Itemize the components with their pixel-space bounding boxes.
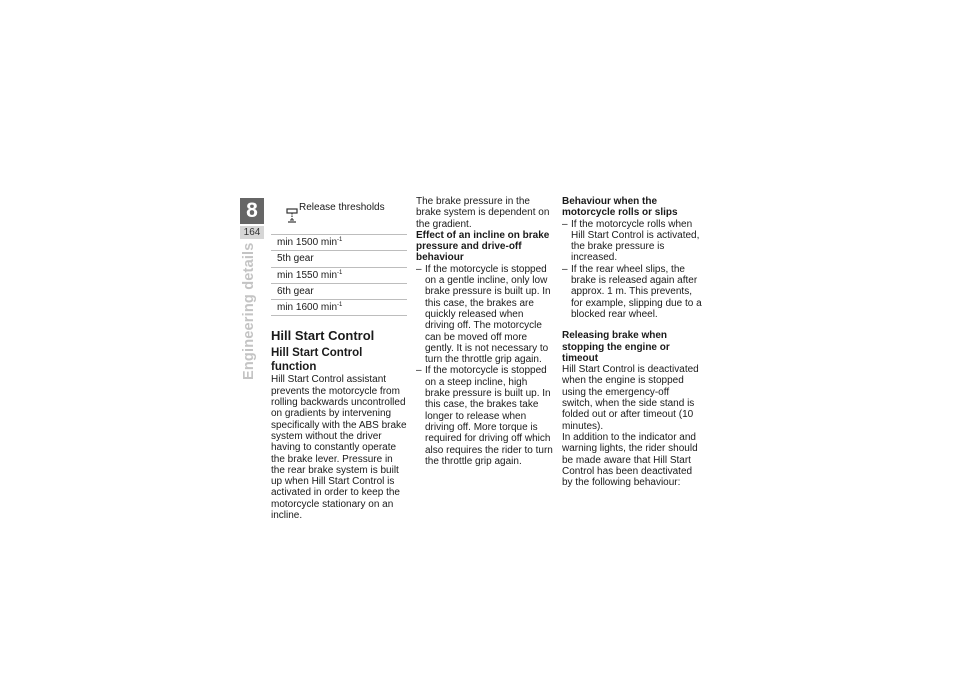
paragraph: In addition to the indicator and warning lights, the rider should be made aware that Hill Start Control has been deactivated by the following behaviour: xyxy=(562,431,698,489)
column-2 xyxy=(416,196,554,467)
unit-superscript: -1 xyxy=(337,269,343,276)
table-cell xyxy=(271,300,407,316)
paragraph: Hill Start Control is deactivated when the engine is stopped using the emergency-off switch, when the side stand is folded out or after timeout (10 minutes). xyxy=(562,364,699,432)
table-header-cell xyxy=(271,196,407,235)
chapter-number-badge: 8 xyxy=(240,198,264,224)
gear-label: 5th gear xyxy=(277,253,314,265)
column-3 xyxy=(562,196,702,488)
rolls-list xyxy=(562,219,702,321)
column-1 xyxy=(271,196,407,521)
subheading-releasing-brake: Releasing brake when stopping the engine or timeout xyxy=(562,330,670,364)
incline-list xyxy=(416,264,554,467)
table-header-label: Release thresholds xyxy=(299,202,385,213)
table-row xyxy=(271,235,407,251)
table-cell xyxy=(271,267,407,283)
section-heading: Hill Start Control xyxy=(271,328,375,344)
page-number: 164 xyxy=(240,226,264,239)
table-header-row xyxy=(271,196,407,235)
table-cell xyxy=(271,235,407,251)
intro-paragraph: Hill Start Control assistant prevents the motorcycle from rolling backwards uncontrolled on gradients by intervening specifically with the ABS brake system without the driver having to constantly operate the brake lever. Pressure in the rear brake system is built up when Hill Start Control is activated in order to keep the motorcycle stationary on an incline. xyxy=(271,374,407,522)
table-row xyxy=(271,251,407,267)
unit-superscript: -1 xyxy=(337,302,343,309)
list-item: – If the motorcycle is stopped on a gentle incline, only low brake pressure is built up. In this case, the brakes are quickly released when driving off. The motorcycle can be moved off more gently. It is not necessary to turn the throttle grip again. xyxy=(416,264,554,366)
table-row xyxy=(271,283,407,299)
unit-superscript: -1 xyxy=(337,237,343,243)
release-thresholds-table xyxy=(271,196,407,316)
list-item: – If the motorcycle is stopped on a steep incline, high brake pressure is built up. In this case, the brakes take longer to release when driving off. More torque is required for driving off which also requires the rider to turn the throttle grip again. xyxy=(416,365,554,467)
table-cell xyxy=(271,251,407,267)
table-cell xyxy=(271,283,407,299)
table-row xyxy=(271,267,407,283)
table-header-wrap xyxy=(277,202,403,213)
gear-label: 6th gear xyxy=(277,285,314,297)
threshold-value: min 1500 min xyxy=(277,237,338,248)
chapter-title-vertical: Engineering details xyxy=(241,242,257,380)
list-item: – If the rear wheel slips, the brake is released again after approx. 1 m. This prevents, for example, slipping due to a blocked rear wheel. xyxy=(562,264,702,320)
paragraph: The brake pressure in the brake system is dependent on the gradient. xyxy=(416,196,550,230)
subheading-rolls-slips: Behaviour when the motorcycle rolls or slips xyxy=(562,196,678,219)
list-item: – If the motorcycle rolls when Hill Start Control is activated, the brake pressure is increased. xyxy=(562,219,702,264)
threshold-value: min 1600 min xyxy=(277,302,338,314)
specification-icon xyxy=(285,208,299,224)
table-row xyxy=(271,300,407,316)
threshold-value: min 1550 min xyxy=(277,269,338,281)
spacer xyxy=(562,320,702,330)
subheading-incline: Effect of an incline on brake pressure and drive-off behaviour xyxy=(416,229,550,264)
subsection-heading: Hill Start Control function xyxy=(271,347,363,374)
